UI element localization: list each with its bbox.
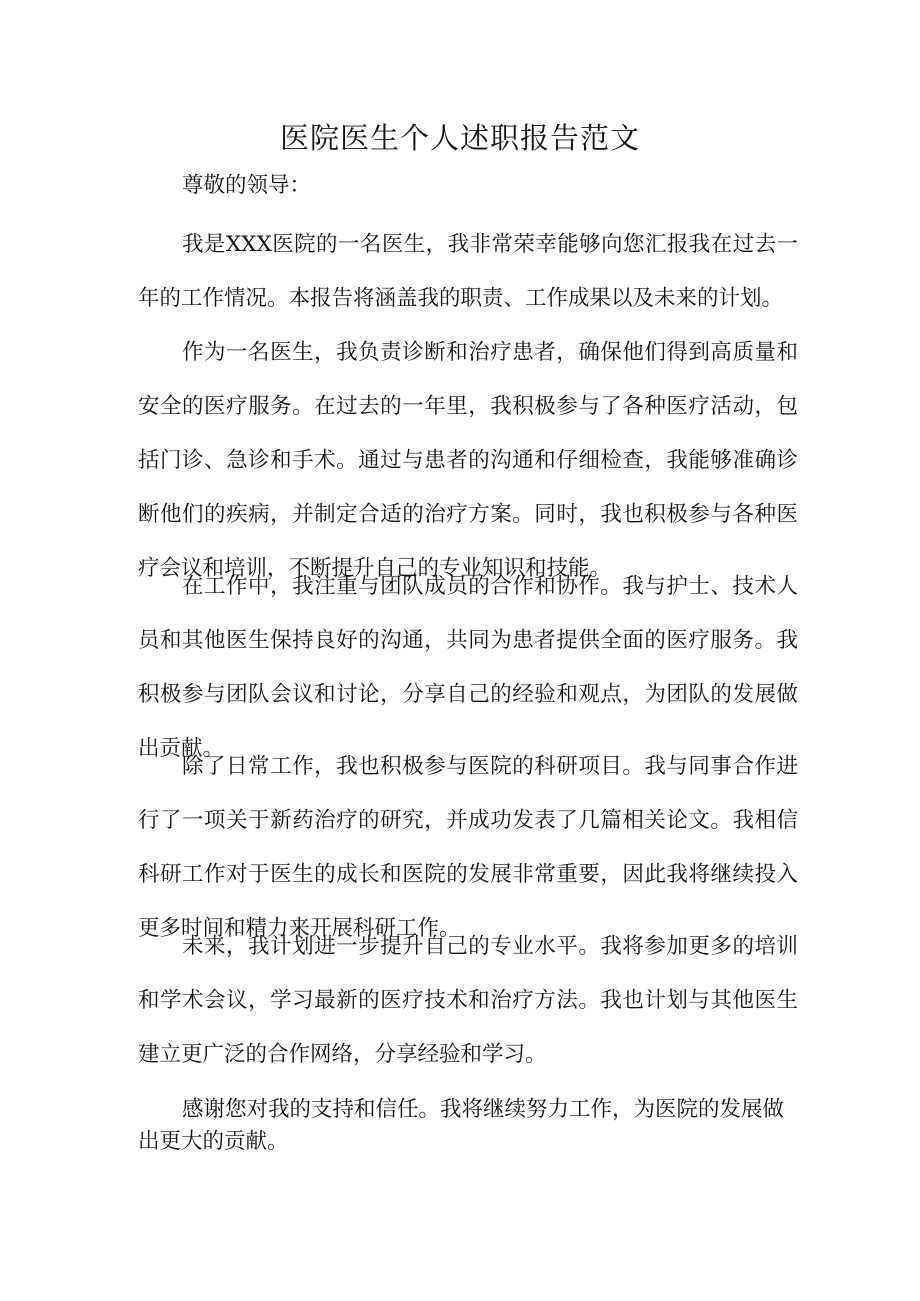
- paragraph-closing: 感谢您对我的支持和信任。我将继续努力工作，为医院的发展做出更大的贡献。: [138, 1097, 785, 1154]
- page-title: 医院医生个人述职报告范文: [279, 121, 640, 155]
- salutation: 尊敬的领导：: [182, 173, 312, 198]
- paragraph-future: 未来，我计划进一步提升自己的专业水平。我将参加更多的培训和学术会议，学习最新的医疗技术和治疗方法。我也计划与其他医生建立更广泛的合作网络，分享经验和学习。: [138, 934, 798, 1067]
- paragraph-intro: 我是XXX医院的一名医生，我非常荣幸能够向您汇报我在过去一年的工作情况。本报告将涵盖我的职责、工作成果以及未来的计划。: [138, 232, 798, 311]
- paragraph-research: 除了日常工作，我也积极参与医院的科研项目。我与同事合作进行了一项关于新药治疗的研究，并成功发表了几篇相关论文。我相信科研工作对于医生的成长和医院的发展非常重要，因此我将继续投入更多时间和精力来开展科研工作。: [138, 754, 798, 941]
- paragraph-teamwork: 在工作中，我注重与团队成员的合作和协作。我与护士、技术人员和其他医生保持良好的沟通，共同为患者提供全面的医疗服务。我积极参与团队会议和讨论，分享自己的经验和观点，为团队的发展做出贡献。: [138, 574, 798, 761]
- paragraph-duties: 作为一名医生，我负责诊断和治疗患者，确保他们得到高质量和安全的医疗服务。在过去的一年里，我积极参与了各种医疗活动，包括门诊、急诊和手术。通过与患者的沟通和仔细检查，我能够准确诊断他们的疾病，并制定合适的治疗方案。同时，我也积极参与各种医疗会议和培训，不断提升自己的专业知识和技能。: [138, 340, 798, 581]
